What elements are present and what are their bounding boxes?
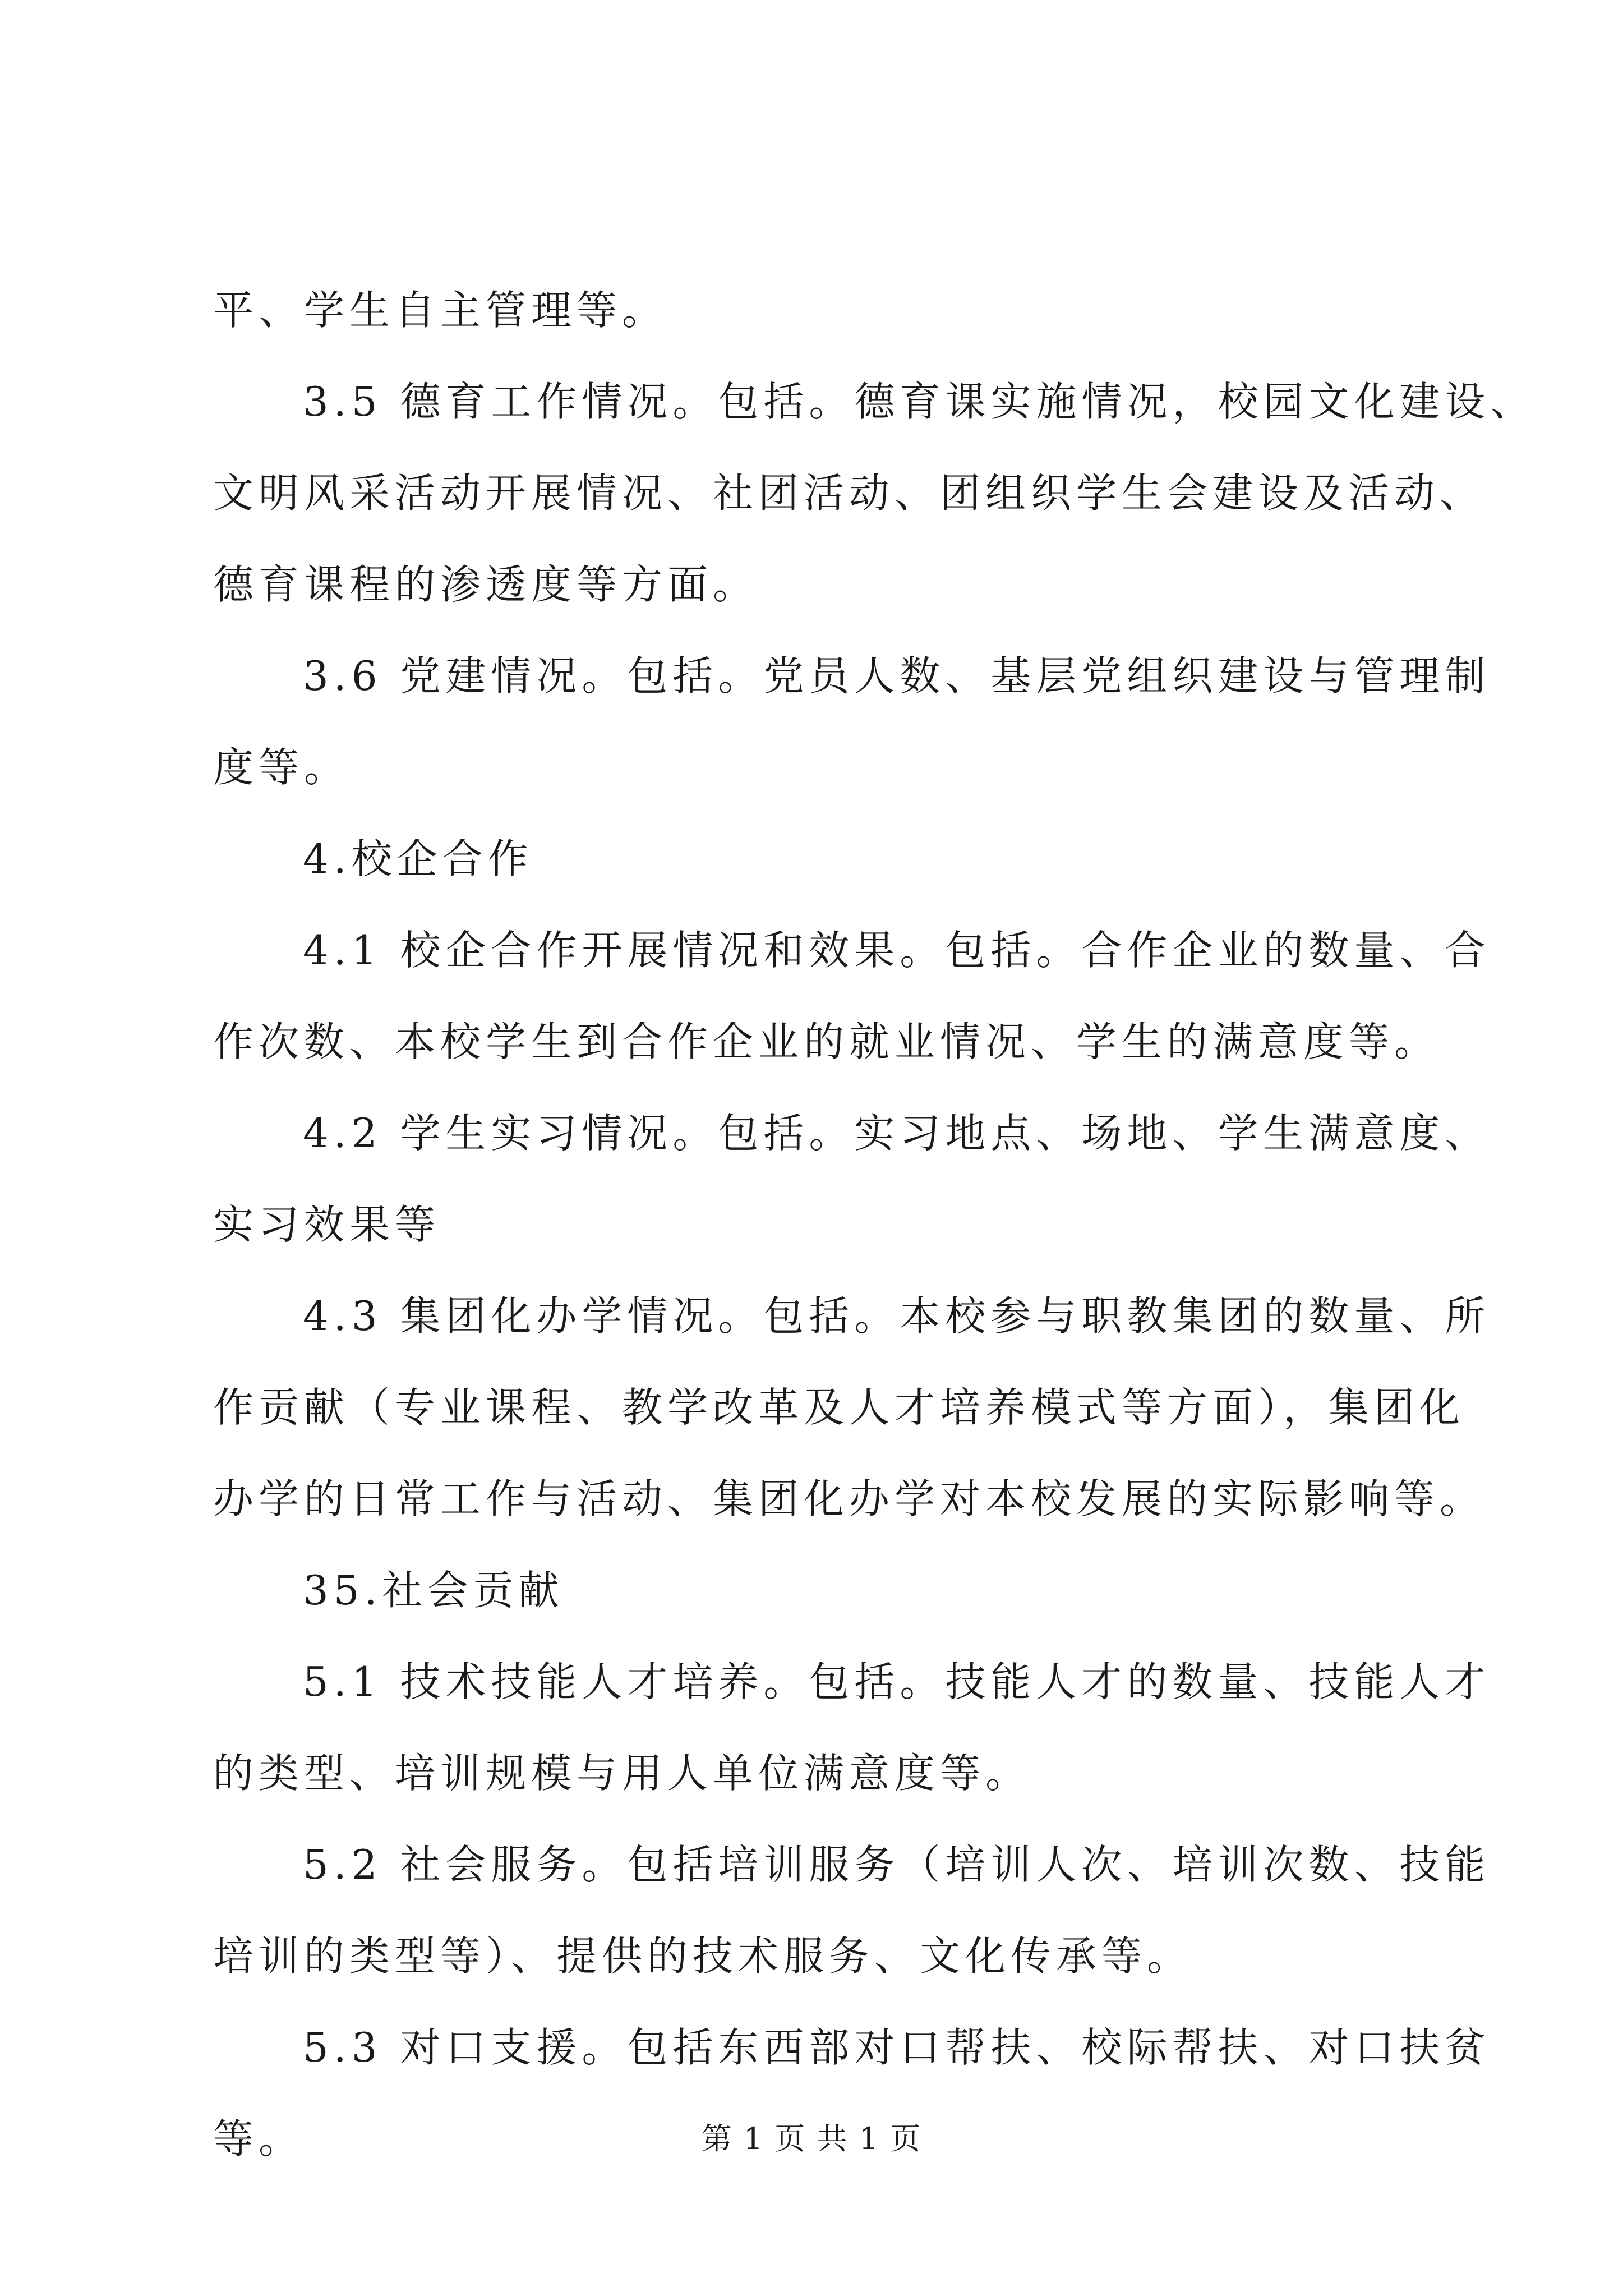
text-line-1: 平、学生自主管理等。 [213,287,668,334]
text-line-5: 3.6 党建情况。包括。党员人数、基层党组织建设与管理制 [303,652,1491,700]
text-line-21: 等。 [213,2115,305,2162]
text-line-8: 4.1 校企合作开展情况和效果。包括。合作企业的数量、合 [303,927,1491,974]
text-line-6: 度等。 [213,744,350,791]
text-line-17: 的类型、培训规模与用人单位满意度等。 [213,1750,1031,1797]
text-line-2: 3.5 德育工作情况。包括。德育课实施情况，校园文化建设、 [303,378,1536,425]
text-line-3: 文明风采活动开展情况、社团活动、团组织学生会建设及活动、 [213,470,1486,517]
text-line-13: 作贡献（专业课程、教学改革及人才培养模式等方面），集团化 [213,1384,1465,1431]
text-line-16: 5.1 技术技能人才培养。包括。技能人才的数量、技能人才 [303,1658,1491,1705]
text-line-9: 作次数、本校学生到合作企业的就业情况、学生的满意度等。 [213,1018,1440,1065]
text-line-19: 培训的类型等）、提供的技术服务、文化传承等。 [213,1932,1193,1980]
text-line-12: 4.3 集团化办学情况。包括。本校参与职教集团的数量、所 [303,1292,1491,1340]
text-line-14: 办学的日常工作与活动、集团化办学对本校发展的实际影响等。 [213,1475,1486,1522]
section-heading-social-contribution: 35.社会贡献 [303,1567,564,1614]
text-line-20: 5.3 对口支援。包括东西部对口帮扶、校际帮扶、对口扶贫 [303,2024,1491,2071]
section-heading-school-enterprise: 4.校企合作 [303,835,533,882]
document-body [213,265,1536,2185]
text-line-11: 实习效果等 [213,1201,441,1248]
page-footer: 第 1 页 共 1 页 [701,2121,922,2156]
text-line-10: 4.2 学生实习情况。包括。实习地点、场地、学生满意度、 [303,1110,1491,1157]
text-line-4: 德育课程的渗透度等方面。 [213,561,759,608]
text-line-18: 5.2 社会服务。包括培训服务（培训人次、培训次数、技能 [303,1841,1491,1888]
